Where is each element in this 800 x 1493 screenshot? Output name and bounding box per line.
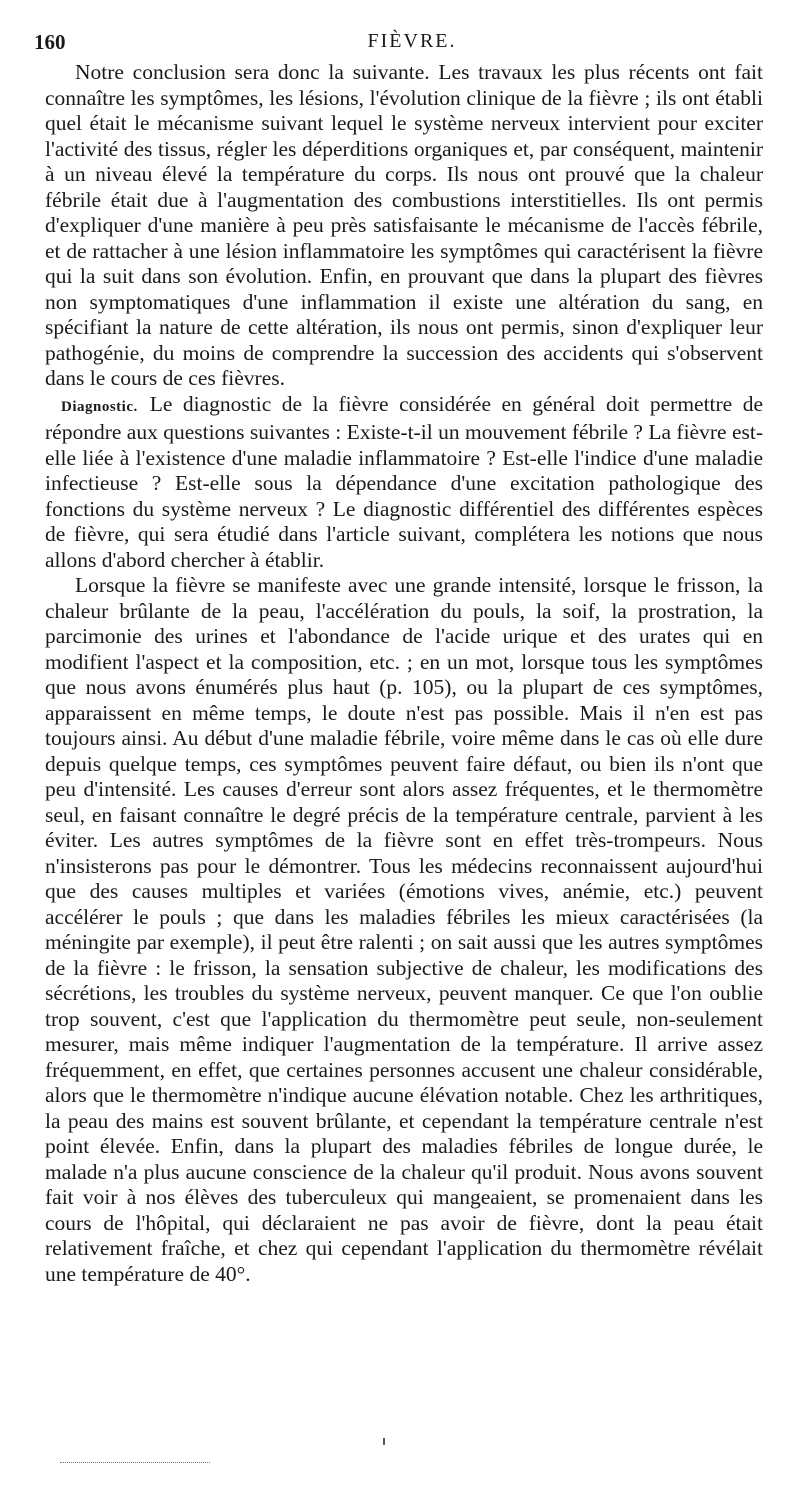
paragraph-text: Notre conclusion sera donc la suivante. Les travaux les plus récents ont fait connaître les symptômes, les lésions, l'évolution clinique de la fièvre ; ils ont établi quel était le mécanisme suivant lequel le système nerveux intervient pour exciter l'activité des tissus, régler les déperditions organiques et, par conséquent, maintenir à un niveau élevé la température du corps. Ils nous ont prouvé que la chaleur fébrile était due à l'augmentation des combustions interstitielles. Ils ont permis d'expliquer d'une manière à peu près satisfaisante le mécanisme de l'accès fébrile, et de rattacher à une lésion inflammatoire les symptômes qui caractérisent la fièvre qui la suit dans son évolution. Enfin, en prouvant que dans la plupart des fièvres non symptomatiques d'une inflammation il existe une altération du sang, en spécifiant la nature de cette altération, ils nous ont permis, sinon d'expliquer leur pathogénie, du moins de comprendre la succession des accidents qui s'observent dans le cours de ces fièvres.	[45, 60, 763, 390]
footer-dotted-rule	[60, 1462, 210, 1467]
page-number: 160	[34, 30, 66, 54]
paragraph-text: Lorsque la fièvre se manifeste avec une grande intensité, lorsque le frisson, la chaleur brûlante de la peau, l'accélération du pouls, la soif, la prostration, la parcimonie des urines et l'abondance de l'acide urique et des urates qui en modifient l'aspect et la composition, etc. ; en un mot, lorsque tous les symptômes que nous avons énumérés plus haut (p. 105), ou la plupart de ces symptômes, apparaissent en même temps, le doute n'est pas possible. Mais il n'en est pas toujours ainsi. Au début d'une maladie fébrile, voire même dans le cas où elle dure depuis quelque temps, ces symptômes peuvent faire défaut, ou bien ils n'ont que peu d'intensité. Les causes d'erreur sont alors assez fréquentes, et le thermomètre seul, en faisant connaître le degré précis de la température centrale, parvient à les éviter. Les autres symptômes de la fièvre sont en effet très-trompeurs. Nous n'insisterons pas pour le démontrer. Tous les médecins reconnaissent aujourd'hui que des causes multiples et variées (émotions vives, anémie, etc.) peuvent accélérer le pouls ; que dans les maladies fébriles les mieux caractérisées (la méningite par exemple), il peut être ralenti ; on sait aussi que les autres symptômes de la fièvre : le frisson, la sensation subjective de chaleur, les modifications des sécrétions, les troubles du système nerveux, peuvent manquer. Ce que l'on oublie trop souvent, c'est que l'application du thermomètre peut seule, non-seulement mesurer, mais même indiquer l'augmentation de la température. Il arrive assez fréquemment, en effet, que certaines personnes accusent une chaleur considérable, alors que le thermomètre n'indique aucune élévation notable. Chez les arthritiques, la peau des mains est souvent brûlante, et cependant la température centrale n'est point élevée. Enfin, dans la plupart des maladies fébriles de longue durée, le malade n'a plus aucune conscience de la chaleur qu'il produit. Nous avons souvent fait voir à nos élèves des tuberculeux qui mangeaient, se promenaient dans les cours de l'hôpital, qui déclaraient ne pas avoir de fièvre, dont la peau était relativement fraîche, et chez qui cependant l'application du thermomètre révélait une température de 40°.	[45, 573, 763, 1286]
paragraph-conclusion	[45, 60, 763, 392]
print-mark	[383, 1438, 385, 1445]
body-text	[45, 60, 763, 1287]
page-header	[34, 30, 760, 60]
section-sidehead: Diagnostic.	[61, 398, 138, 415]
paragraph-diagnostic	[45, 392, 763, 574]
paragraph-symptoms	[45, 573, 763, 1287]
paragraph-text: Le diagnostic de la fièvre considérée en général doit permettre de répondre aux questions suivantes : Existe-t-il un mouvement fébrile ? La fièvre est-elle liée à l'existence d'une maladie inflammatoire ? Est-elle l'indice d'une maladie infectieuse ? Est-elle sous la dépendance d'une excitation pathologique des fonctions du système nerveux ? Le diagnostic différentiel des différentes espèces de fièvre, qui sera étudié dans l'article suivant, complétera les notions que nous allons d'abord chercher à établir.	[45, 391, 763, 572]
running-title: FIÈVRE.	[367, 30, 457, 52]
